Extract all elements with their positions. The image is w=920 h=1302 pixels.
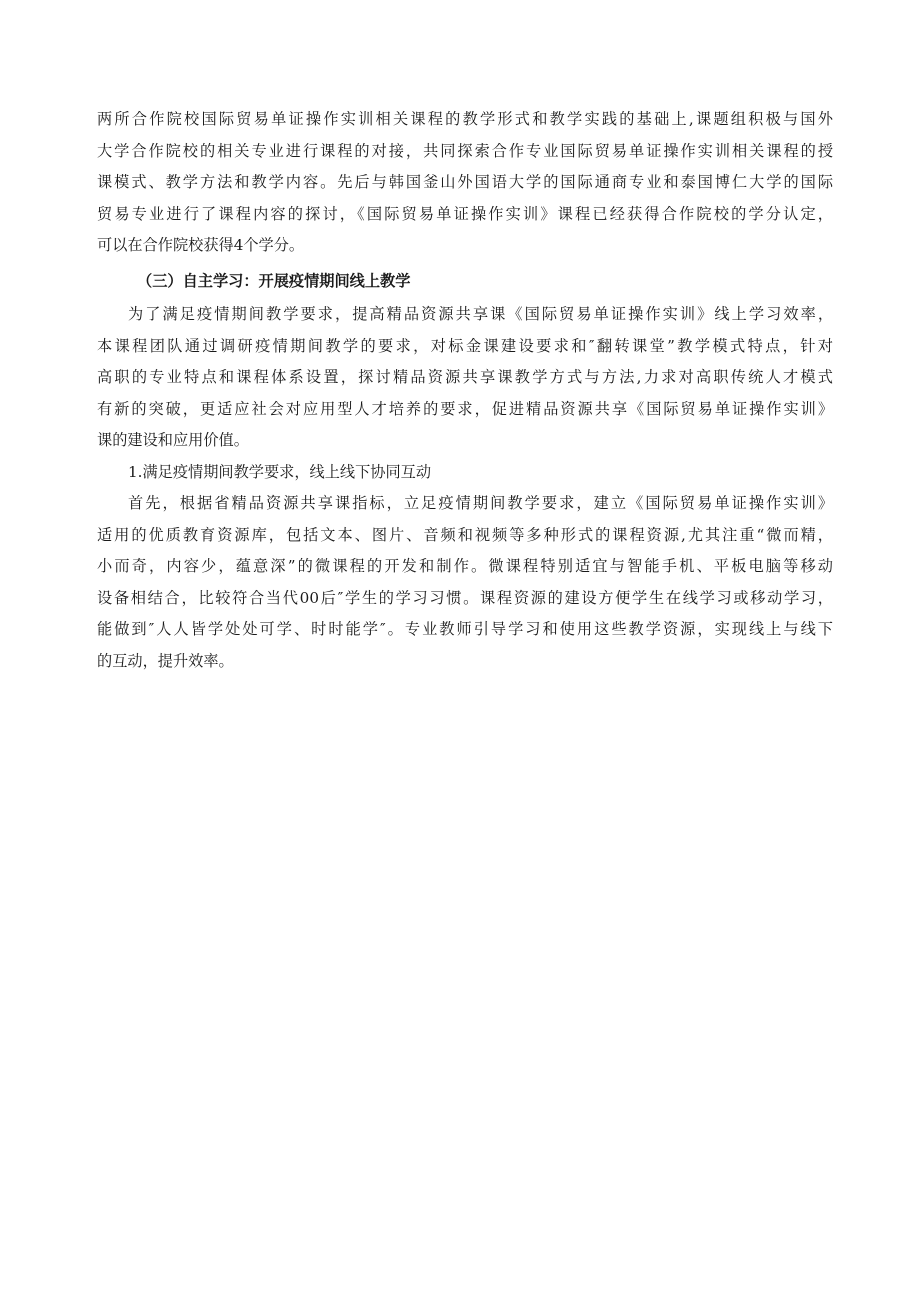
paragraph-line: 高职的专业特点和课程体系设置，探讨精品资源共享课教学方式与方法,力求对高职传统人才模式 xyxy=(97,368,833,386)
paragraph-online-teaching xyxy=(97,299,833,457)
paragraph-line: 首先，根据省精品资源共享课指标，立足疫情期间教学要求，建立《国际贸易单证操作实训》 xyxy=(128,494,833,512)
paragraph-line: 为了满足疫情期间教学要求，提高精品资源共享课《国际贸易单证操作实训》线上学习效率， xyxy=(128,305,833,323)
paragraph-line: 课模式、教学方法和教学内容。先后与韩国釜山外国语大学的国际通商专业和泰国博仁大学的国际 xyxy=(97,173,833,191)
paragraph-line: 能做到″人人皆学处处可学、时时能学″。专业教师引导学习和使用这些教学资源，实现线上与线下 xyxy=(97,620,833,638)
paragraph-line: 贸易专业进行了课程内容的探讨，《国际贸易单证操作实训》课程已经获得合作院校的学分认定， xyxy=(97,204,833,223)
paragraph-line: 有新的突破，更适应社会对应用型人才培养的要求，促进精品资源共享《国际贸易单证操作实训》 xyxy=(97,399,833,418)
paragraph-line: 的互动，提升效率。 xyxy=(97,651,234,670)
paragraph-resources xyxy=(97,488,833,677)
document-page xyxy=(97,104,833,677)
paragraph-line: 大学合作院校的相关专业进行课程的对接，共同探索合作专业国际贸易单证操作实训相关课程的授 xyxy=(97,141,833,160)
paragraph-line: 两所合作院校国际贸易单证操作实训相关课程的教学形式和教学实践的基础上,课题组积极与国外 xyxy=(97,110,833,128)
paragraph-line: 适用的优质教育资源库，包括文本、图片、音频和视频等多种形式的课程资源,尤其注重“微而精， xyxy=(97,525,833,544)
paragraph-line: 课的建设和应用价值。 xyxy=(97,431,249,449)
paragraph-line: 设备相结合，比较符合当代00后″学生的学习习惯。课程资源的建设方便学生在线学习或移动学习， xyxy=(97,588,833,607)
paragraph-cooperation xyxy=(97,104,833,262)
paragraph-line: 小而奇，内容少，蕴意深”的微课程的开发和制作。微课程特别适宜与智能手机、平板电脑等移动 xyxy=(97,557,833,575)
paragraph-line: 可以在合作院校获得4个学分。 xyxy=(97,236,305,254)
paragraph-line: 本课程团队通过调研疫情期间教学的要求，对标金课建设要求和″翻转课堂”教学模式特点，针对 xyxy=(97,336,833,355)
subsection-heading: 1.满足疫情期间教学要求，线上线下协同互动 xyxy=(128,462,432,481)
section-heading: （三）自主学习：开展疫情期间线上教学 xyxy=(137,271,411,290)
